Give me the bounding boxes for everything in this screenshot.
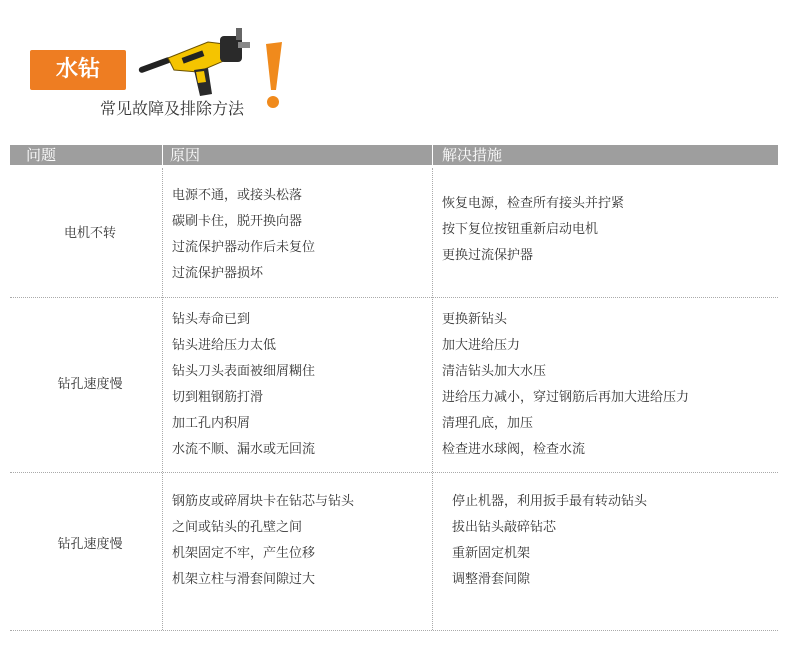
list-item: 更换过流保护器 (442, 248, 534, 263)
row-divider (10, 472, 778, 473)
exclamation-mark-icon (262, 40, 286, 112)
list-item: 恢复电源，检查所有接头并拧紧 (442, 196, 625, 211)
list-item: 钻头寿命已到 (172, 312, 251, 327)
list-item: 拔出钻头敲碎钻芯 (452, 520, 557, 535)
solution-list (442, 191, 624, 269)
table-row-problem: 钻孔速度慢 (57, 377, 123, 392)
list-item: 清洁钻头加大水压 (442, 364, 547, 379)
solution-list (442, 307, 689, 463)
list-item: 更换新钻头 (442, 312, 508, 327)
list-item: 重新固定机架 (452, 546, 531, 561)
handheld-core-drill-icon (138, 20, 258, 100)
list-item: 停止机器，利用扳手最有转动钻头 (452, 494, 648, 509)
column-divider (162, 168, 163, 630)
list-item: 机架固定不牢，产生位移 (172, 546, 316, 561)
list-item: 机架立柱与滑套间隙过大 (172, 572, 316, 587)
solution-list (452, 489, 647, 593)
table-header (10, 145, 778, 165)
row-divider (10, 297, 778, 298)
column-divider (432, 145, 433, 165)
column-header-solution: 解决措施 (442, 146, 503, 164)
column-header-cause: 原因 (170, 146, 201, 164)
list-item: 检查进水球阀，检查水流 (442, 442, 586, 457)
list-item: 水流不顺、漏水或无回流 (172, 442, 316, 457)
list-item: 之间或钻头的孔壁之间 (172, 520, 303, 535)
list-item: 进给压力减小，穿过钢筋后再加大进给压力 (442, 390, 690, 405)
column-divider (162, 145, 163, 165)
list-item: 钻头刀头表面被细屑糊住 (172, 364, 316, 379)
list-item: 按下复位按钮重新启动电机 (442, 222, 599, 237)
page-subtitle: 常见故障及排除方法 (100, 99, 245, 118)
list-item: 电源不通，或接头松落 (172, 188, 303, 203)
table-row-problem: 钻孔速度慢 (57, 537, 123, 552)
cause-list (172, 183, 315, 287)
column-divider (432, 168, 433, 630)
title-badge: 水钻 (30, 50, 126, 90)
list-item: 过流保护器损坏 (172, 266, 264, 281)
list-item: 钻头进给压力太低 (172, 338, 277, 353)
list-item: 碳刷卡住，脱开换向器 (172, 214, 303, 229)
list-item: 调整滑套间隙 (452, 572, 531, 587)
row-divider (10, 630, 778, 631)
list-item: 加工孔内积屑 (172, 416, 251, 431)
cause-list (172, 307, 315, 463)
list-item: 清理孔底，加压 (442, 416, 534, 431)
list-item: 切到粗钢筋打滑 (172, 390, 264, 405)
list-item: 加大进给压力 (442, 338, 521, 353)
list-item: 钢筋皮或碎屑块卡在钻芯与钻头 (172, 494, 355, 509)
list-item: 过流保护器动作后未复位 (172, 240, 316, 255)
table-row-problem: 电机不转 (63, 226, 116, 241)
cause-list (172, 489, 354, 593)
column-header-problem: 问题 (26, 146, 57, 164)
